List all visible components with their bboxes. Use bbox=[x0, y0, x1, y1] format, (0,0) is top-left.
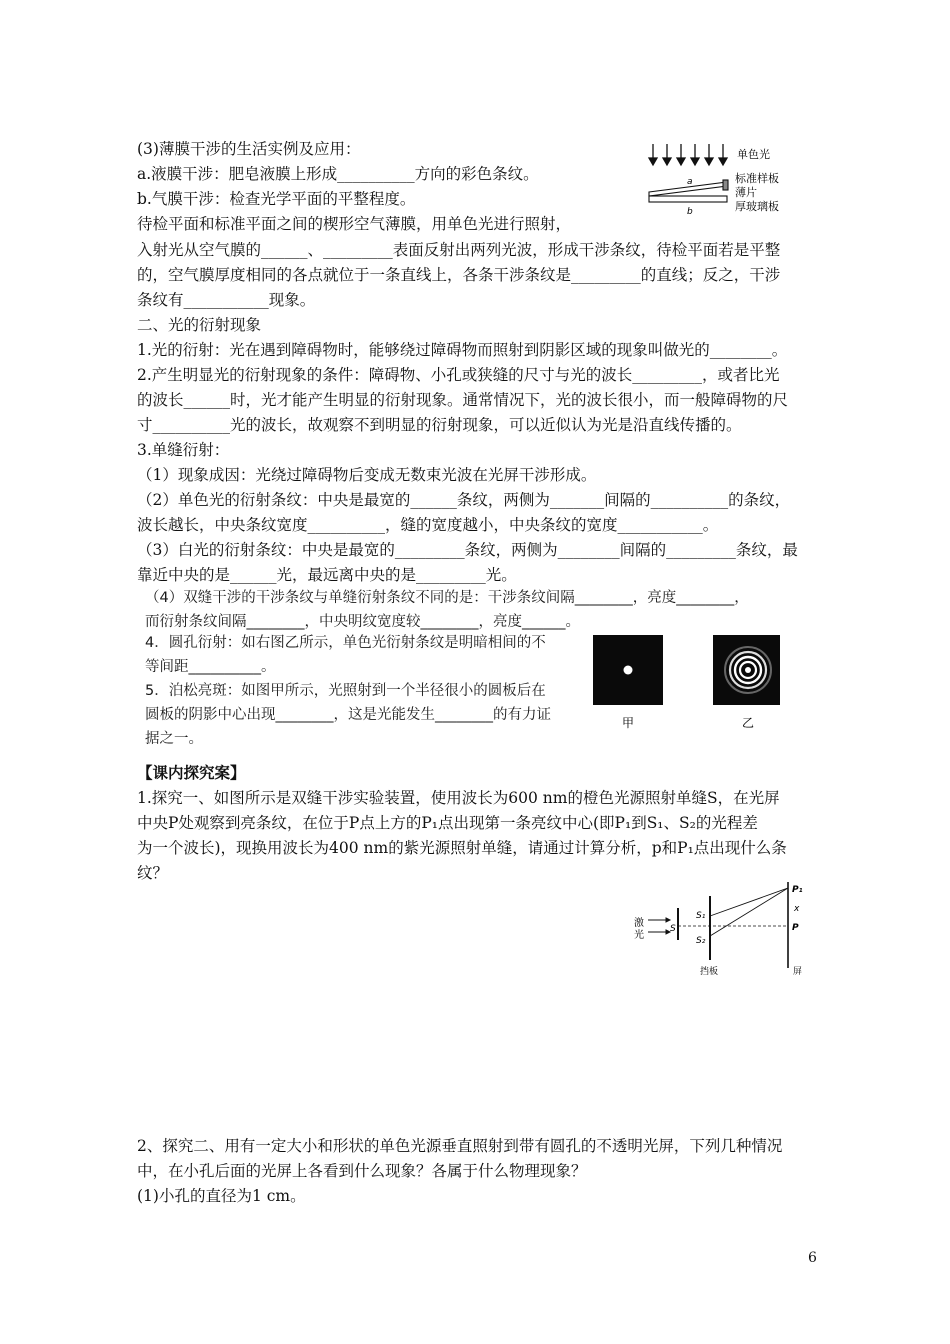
text-line: 1.探究一、如图所示是双缝干涉实验装置，使用波长为600 nm的橙色光源照射单缝S，在光屏 bbox=[137, 789, 780, 807]
label-b: b bbox=[687, 207, 693, 217]
text-line: 3.单缝衍射： bbox=[137, 441, 230, 459]
label-screen: 屏 bbox=[793, 967, 803, 977]
down-arrows bbox=[649, 144, 727, 165]
text-line: （1）现象成因：光绕过障碍物后变成无数束光波在光屏干涉形成。 bbox=[137, 466, 597, 484]
label-s1: S₁ bbox=[696, 911, 706, 921]
text-line: 中，在小孔后面的光屏上各看到什么现象？各属于什么物理现象？ bbox=[137, 1162, 587, 1180]
label-p: P bbox=[792, 923, 799, 933]
section-heading: 【课内探究案】 bbox=[137, 764, 246, 782]
label-yi: 乙 bbox=[742, 716, 755, 730]
label-p1: P₁ bbox=[792, 885, 803, 895]
text-line: 2.产生明显光的衍射现象的条件：障碍物、小孔或狭缝的尺寸与光的波长_________，或者比光 bbox=[137, 366, 780, 384]
text-line: 纹？ bbox=[137, 864, 169, 882]
text-line: a.液膜干涉：肥皂液膜上形成__________方向的彩色条纹。 bbox=[137, 165, 539, 183]
text-line: 中央P处观察到亮条纹，在位于P点上方的P₁点出现第一条亮纹中心(即P₁到S₁、S₂的光程差 bbox=[137, 814, 758, 832]
label-standard: 标准样板 bbox=[735, 172, 779, 185]
text-line: （2）单色光的衍射条纹：中央是最宽的______条纹，两侧为_______间隔的__________的条纹， bbox=[137, 491, 791, 509]
text-line: 1.光的衍射：光在遇到障碍物时，能够绕过障碍物而照射到阴影区域的现象叫做光的________。 bbox=[137, 341, 788, 359]
text-line: 的波长______时，光才能产生明显的衍射现象。通常情况下，光的波长很小，而一般障碍物的尺 bbox=[137, 391, 789, 409]
page-number: 6 bbox=[808, 1250, 817, 1266]
text-line: （4）双缝干涉的干涉条纹与单缝衍射条纹不同的是：干涉条纹间隔________，亮度________， bbox=[145, 590, 749, 606]
text-line: b.气膜干涉：检查光学平面的平整程度。 bbox=[137, 190, 416, 208]
label-light: 单色光 bbox=[737, 148, 770, 161]
text-line: 的，空气膜厚度相同的各点就位于一条直线上，各条干涉条纹是_________的直线；反之，干涉 bbox=[137, 266, 781, 284]
text-line: 波长越长，中央条纹宽度__________，缝的宽度越小，中央条纹的宽度___________。 bbox=[137, 516, 719, 534]
section-heading: 二、光的衍射现象 bbox=[137, 316, 262, 334]
text-line: 5．泊松亮斑：如图甲所示，光照射到一个半径很小的圆板后在 bbox=[145, 683, 546, 699]
text-line: 条纹有___________现象。 bbox=[137, 291, 316, 309]
text-line: 等间距__________。 bbox=[145, 659, 276, 675]
label-x: x bbox=[794, 904, 800, 914]
text-line: 待检平面和标准平面之间的楔形空气薄膜，用单色光进行照射， bbox=[137, 215, 572, 233]
label-laser-1: 激 bbox=[634, 918, 644, 929]
text-line: 4．圆孔衍射：如右图乙所示，单色光衍射条纹是明暗相间的不 bbox=[145, 635, 546, 651]
text-line: 而衍射条纹间隔________，中央明纹宽度较________，亮度______。 bbox=[145, 614, 580, 630]
text-line: (1)小孔的直径为1 cm。 bbox=[137, 1187, 306, 1205]
label-s: S bbox=[670, 924, 676, 934]
label-jia: 甲 bbox=[622, 716, 635, 730]
text-line: 入射光从空气膜的______、_________表面反射出两列光波，形成干涉条纹，待检平面若是平整 bbox=[137, 241, 781, 259]
text-line: 圆板的阴影中心出现________，这是光能发生________的有力证 bbox=[145, 707, 551, 723]
label-glass: 厚玻璃板 bbox=[735, 200, 779, 213]
wedge-film-figure bbox=[645, 140, 805, 220]
text-line: 为一个波长)，现换用波长为400 nm的紫光源照射单缝，请通过计算分析，p和P₁点出现什么条 bbox=[137, 839, 787, 857]
text-line: 据之一。 bbox=[145, 731, 203, 747]
label-baffle: 挡板 bbox=[700, 967, 719, 977]
label-s2: S₂ bbox=[696, 936, 706, 946]
text-line: (3)薄膜干涉的生活实例及应用： bbox=[137, 140, 361, 158]
text-line: 靠近中央的是______光，最远离中央的是_________光。 bbox=[137, 566, 517, 584]
double-slit-figure bbox=[630, 878, 830, 978]
text-line: 2、探究二、用有一定大小和形状的单色光源垂直照射到带有圆孔的不透明光屏，下列几种情况 bbox=[137, 1137, 783, 1155]
text-line: （3）白光的衍射条纹：中央是最宽的_________条纹，两侧为________间隔的_________条纹，最 bbox=[137, 541, 798, 559]
label-thin: 薄片 bbox=[735, 186, 757, 199]
diffraction-patterns-figure bbox=[590, 630, 780, 750]
label-a: a bbox=[687, 177, 693, 187]
label-laser-2: 光 bbox=[634, 930, 644, 941]
text-line: 寸__________光的波长，故观察不到明显的衍射现象，可以近似认为光是沿直线传播的。 bbox=[137, 416, 742, 434]
